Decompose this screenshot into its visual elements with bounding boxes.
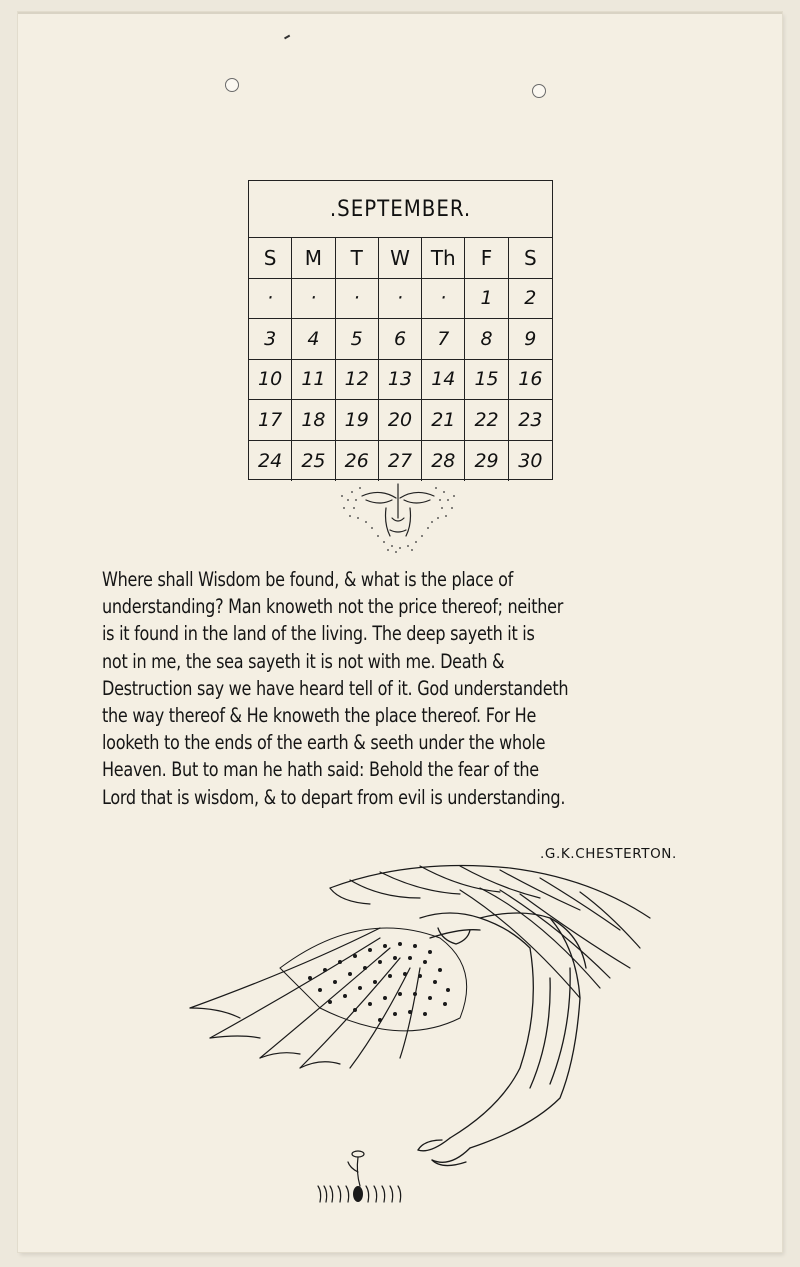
quote-line: not in me, the sea sayeth it is not with me. Death &: [102, 649, 505, 673]
day-cell: 24: [249, 441, 292, 482]
quote-line: is it found in the land of the living. The deep sayeth it is: [102, 622, 535, 646]
weekday-header: F: [465, 238, 508, 279]
quote-line: Where shall Wisdom be found, & what is the place of: [102, 568, 514, 591]
weekday-header: S: [249, 238, 292, 279]
quote-line: Lord that is wisdom, & to depart from evil is understanding.: [102, 785, 566, 809]
sun-face-icon: [332, 478, 464, 554]
day-cell: 23: [509, 400, 552, 441]
author-signature: .G.K.CHESTERTON.: [540, 846, 677, 862]
day-cell: 27: [379, 441, 422, 482]
day-cell: ·: [249, 279, 292, 320]
flower-icon: [312, 1146, 412, 1206]
day-cell: 17: [249, 400, 292, 441]
weekday-header: W: [379, 238, 422, 279]
day-cell: 30: [518, 449, 543, 472]
day-cell: 14: [422, 360, 465, 401]
day-cell: 1: [465, 279, 508, 320]
day-cell: 13: [379, 360, 422, 401]
quote-line: Destruction say we have heard tell of it. God understandeth: [102, 676, 569, 700]
day-cell: ·: [336, 279, 379, 320]
day-cell: 16: [509, 360, 552, 401]
punch-hole-right: [532, 84, 546, 98]
calendar-grid: [248, 180, 553, 480]
day-cell: 20: [379, 400, 422, 441]
day-cell: 19: [336, 400, 379, 441]
weekday-header: S: [509, 238, 552, 279]
punch-hole-left: [225, 78, 239, 92]
scripture-quote: [102, 566, 679, 811]
winged-angel-icon: [180, 858, 660, 1188]
day-cell: 22: [465, 400, 508, 441]
day-cell: 4: [292, 319, 335, 360]
day-cell: 10: [249, 360, 292, 401]
day-cell: 28: [422, 441, 465, 482]
weekday-header: Th: [422, 238, 465, 279]
day-cell: 11: [292, 360, 335, 401]
day-cell: 25: [292, 441, 335, 482]
day-cell: 12: [336, 360, 379, 401]
day-cell: 2: [509, 279, 552, 320]
quote-line: understanding? Man knoweth not the price thereof; neither: [102, 595, 564, 619]
weekday-header: M: [292, 238, 335, 279]
day-cell: 18: [292, 400, 335, 441]
day-cell: ·: [422, 279, 465, 320]
quote-line: the way thereof & He knoweth the place thereof. For He: [102, 704, 537, 728]
day-cell: 3: [249, 319, 292, 360]
quote-line: looketh to the ends of the earth & seeth under the whole: [102, 731, 546, 755]
calendar-days: [249, 238, 552, 481]
day-cell: 15: [465, 360, 508, 401]
sheet-edge: [18, 12, 782, 14]
quote-line: Heaven. But to man he hath said: Behold the fear of the: [102, 758, 539, 782]
day-cell: 21: [422, 400, 465, 441]
day-cell: 7: [422, 319, 465, 360]
weekday-header: T: [336, 238, 379, 279]
day-cell: 26: [336, 441, 379, 482]
day-cell: 8: [465, 319, 508, 360]
day-cell: 9: [509, 319, 552, 360]
day-cell: ·: [379, 279, 422, 320]
day-cell: 6: [379, 319, 422, 360]
month-title: .SEPTEMBER.: [249, 181, 552, 238]
day-cell: ·: [292, 279, 335, 320]
day-cell: 29: [465, 441, 508, 482]
day-cell: 5: [336, 319, 379, 360]
